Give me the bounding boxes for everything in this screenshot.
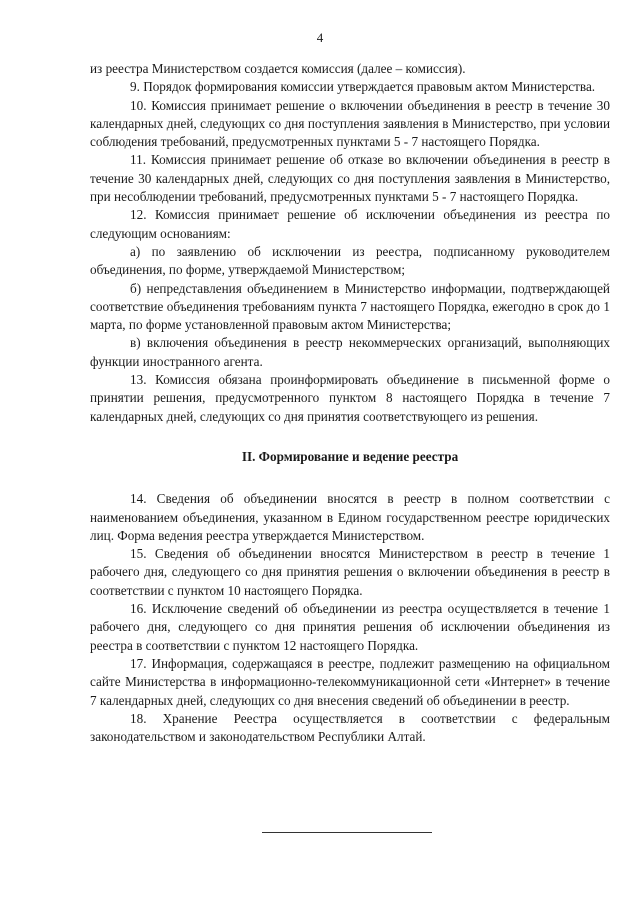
document-body	[90, 60, 610, 746]
paragraph-11: 11. Комиссия принимает решение об отказе во включении объединения в реестр в течение 30 календарных дней, следующих со дня поступления заявления в Министерство, при несоблюдении требований, предусмотренных пунктами 5 - 7 настоящего Порядка.	[90, 152, 610, 205]
paragraph-14: 14. Сведения об объединении вносятся в реестр в полном соответствии с наименованием объединения, указанном в Едином государственном реестре юридических лиц. Форма ведения реестра утверждается Министерством.	[90, 491, 610, 543]
paragraph-16: 16. Исключение сведений об объединении из реестра осуществляется в течение 1 рабочего дня, следующего со дня принятия решения об исключении объединения из реестра в соответствии с пунктом 12 настоящего Порядка.	[90, 601, 610, 653]
section-heading: II. Формирование и ведение реестра	[241, 448, 459, 464]
paragraph-12: 12. Комиссия принимает решение об исключении объединения из реестра по следующим основаниям:	[90, 207, 610, 241]
paragraph-15: 15. Сведения об объединении вносятся Министерством в реестр в течение 1 рабочего дня, следующего со дня принятия решения о включении объединения в реестр в соответствии с пунктом 10 настоящего Порядка.	[90, 546, 610, 598]
paragraph-12v: в) включения объединения в реестр некоммерческих организаций, выполняющих функции иностранного агента.	[90, 335, 610, 369]
paragraph-12a: а) по заявлению об исключении из реестра, подписанному руководителем объединения, по форме, утверждаемой Министерством;	[90, 243, 610, 278]
paragraph-continuation: из реестра Министерством создается комиссия (далее – комиссия).	[90, 61, 466, 76]
paragraph-17: 17. Информация, содержащаяся в реестре, подлежит размещению на официальном сайте Министерства в информационно-телекоммуникационной сети «Интернет» в течение 7 календарных дней, следующих со дня внесения сведений об объединении в реестр.	[90, 655, 610, 708]
paragraph-10: 10. Комиссия принимает решение о включении объединения в реестр в течение 30 календарных дней, следующих со дня поступления заявления в Министерство, при условии соблюдения требований, предусмотренных пунктами 5 - 7 настоящего Порядка.	[90, 97, 610, 150]
paragraph-18: 18. Хранение Реестра осуществляется в соответствии с федеральным законодательством и законодательством Республики Алтай.	[90, 710, 610, 745]
paragraph-12b: б) непредставления объединением в Министерство информации, подтверждающей соответствие объединения требованиям пункта 7 настоящего Порядка, ежегодно в срок до 1 марта, по форме установленной правовым актом Министерства;	[90, 280, 610, 333]
end-divider-line	[262, 832, 432, 833]
page-number: 4	[316, 30, 324, 45]
paragraph-13: 13. Комиссия обязана проинформировать объединение в письменной форме о принятии решения, предусмотренного пунктом 8 настоящего Порядка в течение 7 календарных дней, следующих со дня принятия соответствующего из решения.	[90, 372, 610, 424]
paragraph-9: 9. Порядок формирования комиссии утверждается правовым актом Министерства.	[130, 79, 596, 95]
